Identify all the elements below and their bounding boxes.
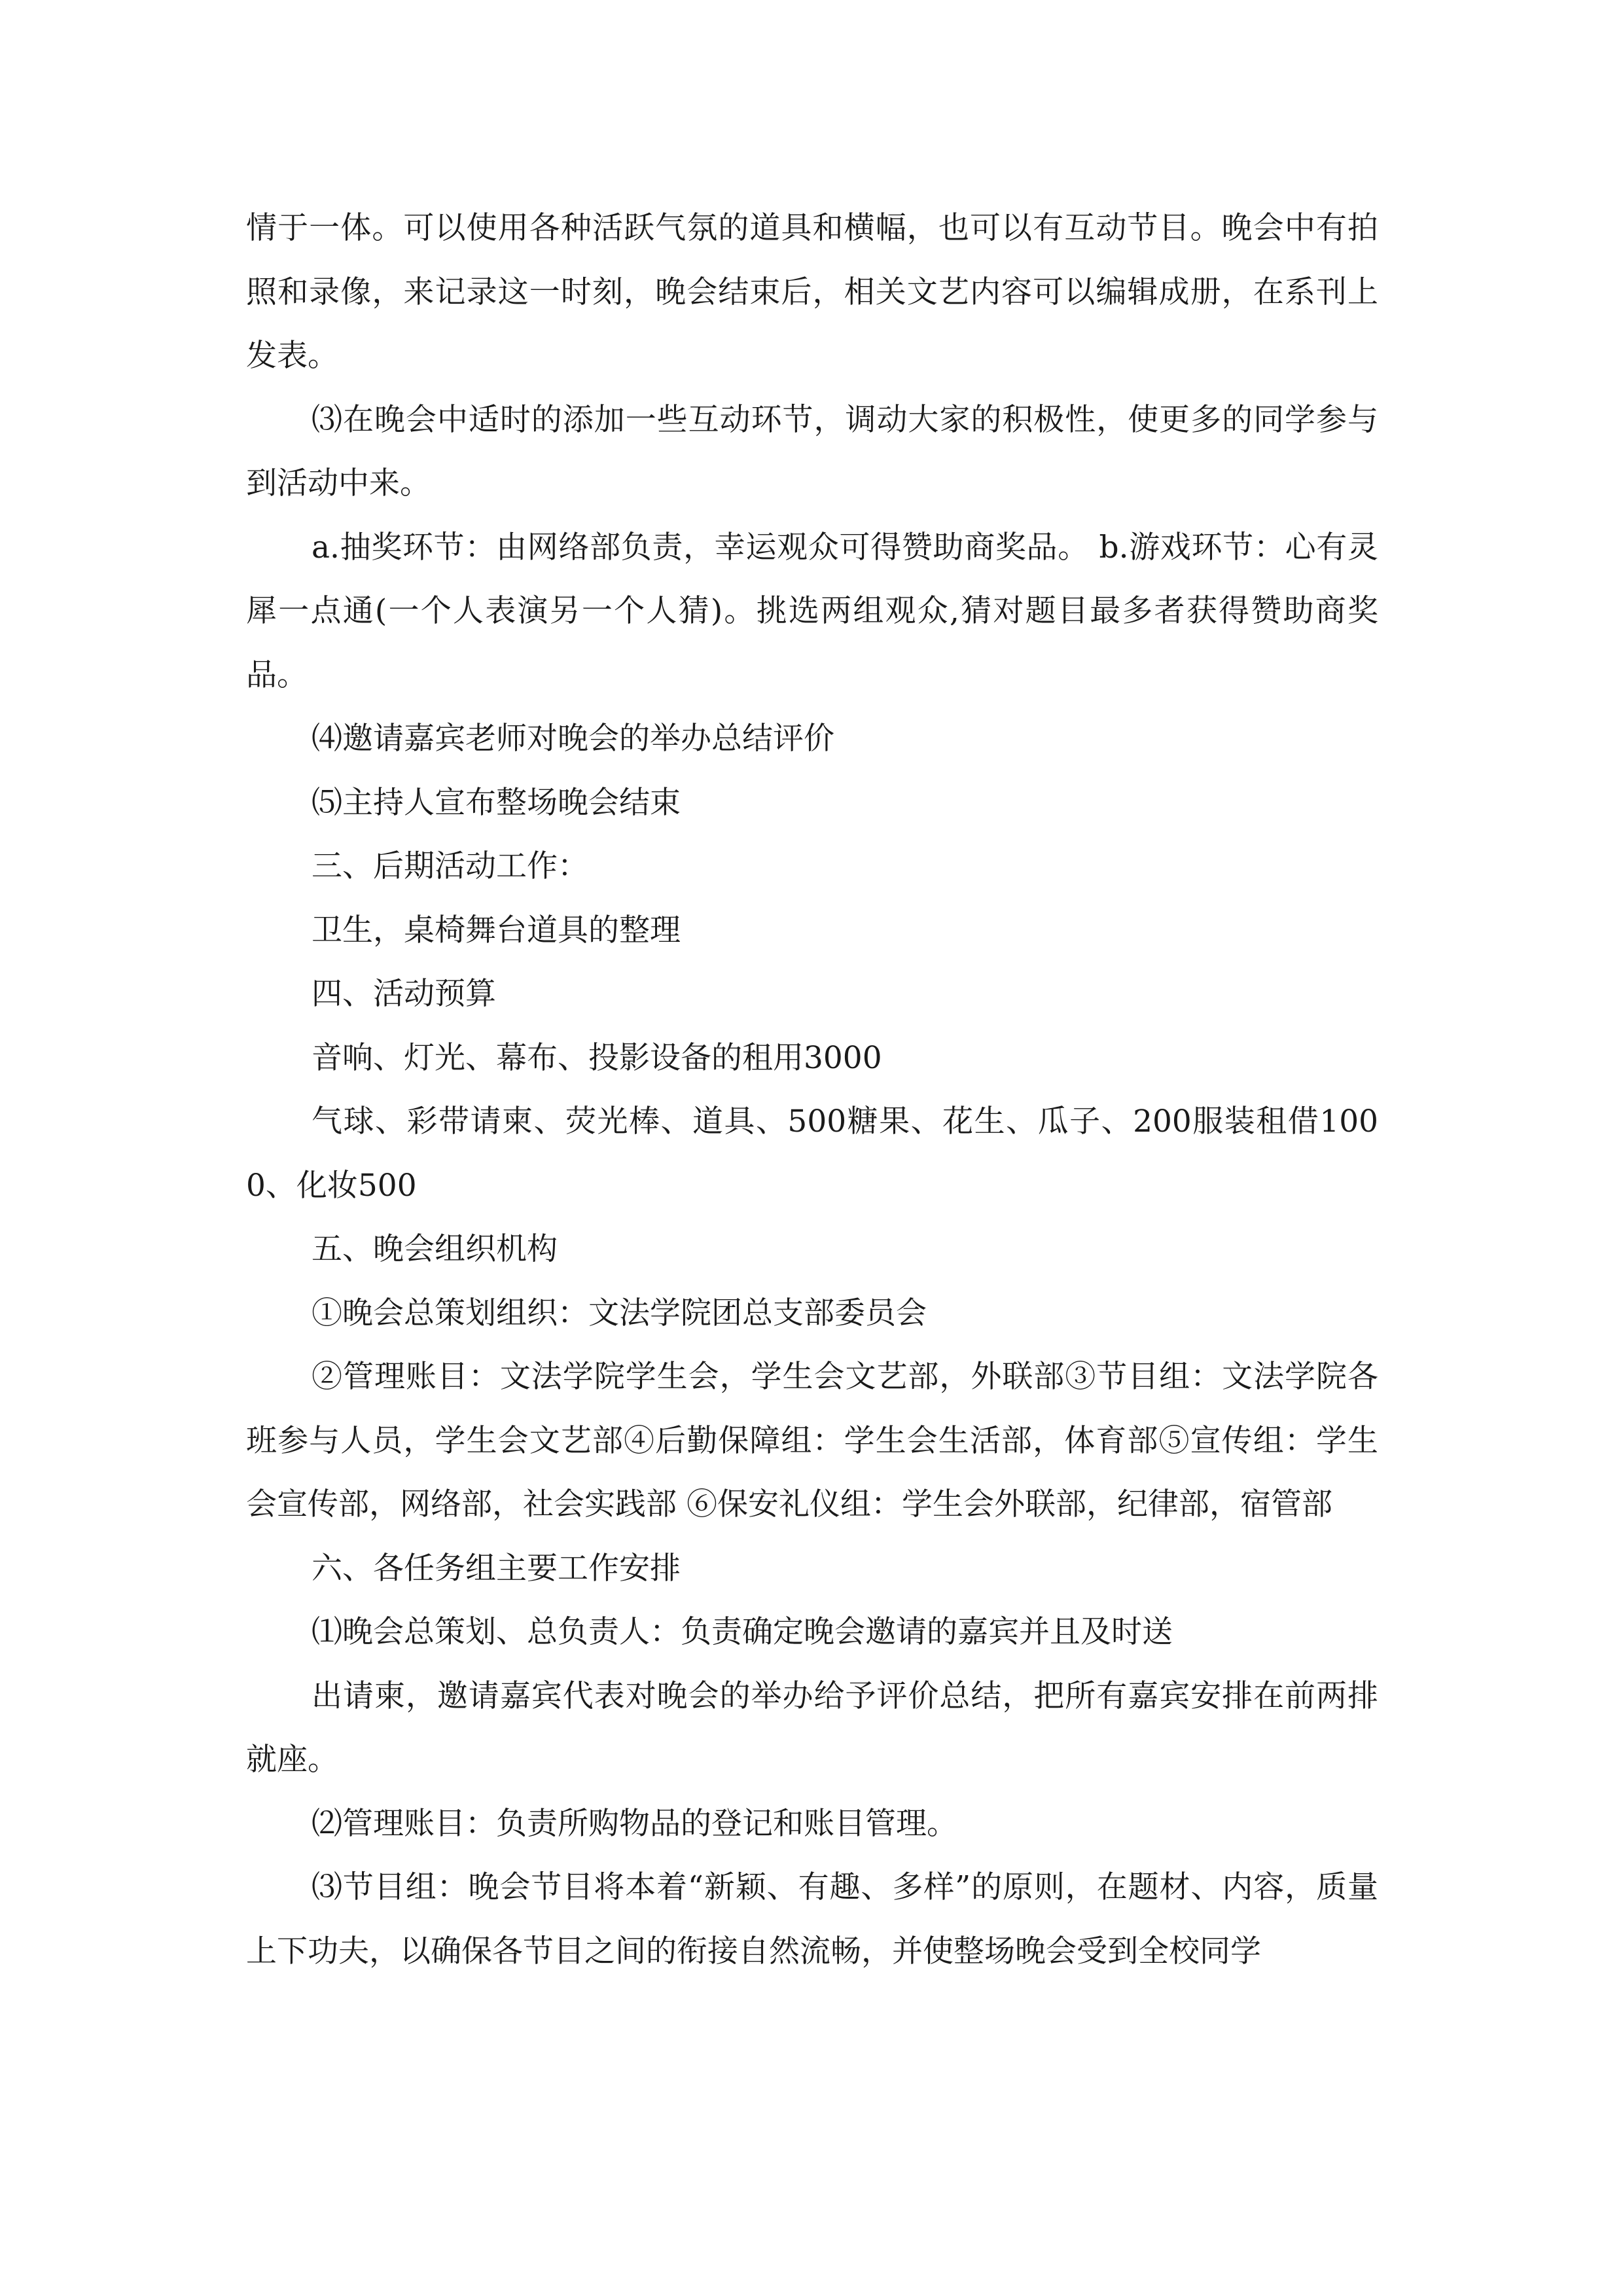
paragraph-7: 卫生，桌椅舞台道具的整理 xyxy=(312,912,681,948)
paragraph-1: 情于一体。可以使用各种活跃气氛的道具和横幅，也可以有互动节目。晚会中有拍照和录像，来记录这一时刻，晚会结束后，相关文艺内容可以编辑成册，在系刊上发表。 xyxy=(246,210,1378,374)
paragraph-17: ⑵管理账目：负责所购物品的登记和账目管理。 xyxy=(312,1805,957,1842)
paragraph-12: ①晚会总策划组织：文法学院团总支部委员会 xyxy=(312,1295,927,1331)
paragraph-2: ⑶在晚会中适时的添加一些互动环节，调动大家的积极性，使更多的同学参与到活动中来。 xyxy=(246,401,1378,501)
paragraph-9: 音响、灯光、幕布、投影设备的租用3000 xyxy=(312,1039,882,1076)
paragraph-3: a.抽奖环节：由网络部负责，幸运观众可得赞助商奖品。 b.游戏环节：心有灵犀一点通(一个人表演另一个人猜)。挑选两组观众,猜对题目最多者获得赞助商奖品。 xyxy=(246,529,1378,693)
paragraph-5: ⑸主持人宣布整场晚会结束 xyxy=(312,784,681,821)
document-page xyxy=(246,196,1378,1983)
paragraph-13: ②管理账目：文法学院学生会，学生会文艺部，外联部③节目组：文法学院各班参与人员，学生会文艺部④后勤保障组：学生会生活部，体育部⑤宣传组：学生会宣传部，网络部，社会实践部 ⑥保安礼仪组：学生会外联部，纪律部，宿管部 xyxy=(246,1359,1378,1522)
section-heading-4: 四、活动预算 xyxy=(312,976,496,1012)
section-heading-5: 五、晚会组织机构 xyxy=(312,1231,558,1267)
paragraph-16: 出请柬，邀请嘉宾代表对晚会的举办给予评价总结，把所有嘉宾安排在前两排就座。 xyxy=(246,1677,1378,1778)
paragraph-15: ⑴晚会总策划、总负责人：负责确定晚会邀请的嘉宾并且及时送 xyxy=(312,1614,1173,1650)
paragraph-18: ⑶节目组：晚会节目将本着“新颖、有趣、多样”的原则，在题材、内容，质量上下功夫，以确保各节目之间的衔接自然流畅，并使整场晚会受到全校同学 xyxy=(246,1869,1378,1969)
section-heading-6: 六、各任务组主要工作安排 xyxy=(312,1550,681,1587)
section-heading-3: 三、后期活动工作： xyxy=(312,848,588,884)
paragraph-10: 气球、彩带请柬、荧光棒、道具、500糖果、花生、瓜子、200服装租借1000、化妆500 xyxy=(246,1103,1378,1204)
paragraph-4: ⑷邀请嘉宾老师对晚会的举办总结评价 xyxy=(312,721,834,757)
